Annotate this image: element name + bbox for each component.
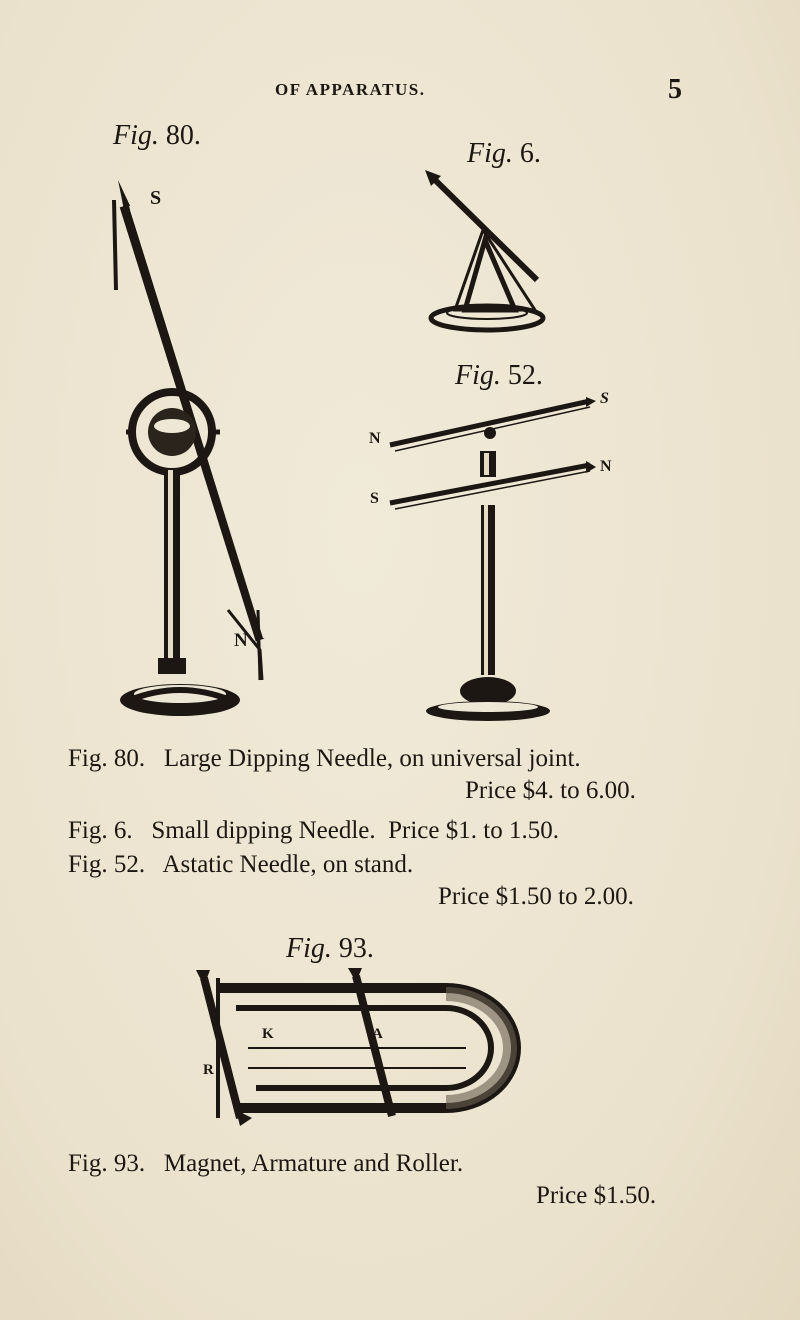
fig80-pole-n: N: [234, 630, 248, 651]
caption-fig80: [68, 745, 581, 773]
running-header: OF APPARATUS.: [275, 80, 426, 99]
fig93-label: [286, 933, 374, 965]
fig6-label: [467, 138, 541, 170]
fig80-pole-s: S: [150, 187, 162, 209]
caption-fig6-text: Small dipping Needle. Price $1. to 1.50.: [151, 817, 559, 844]
caption-fig52: [68, 851, 413, 879]
fig80-dipping-needle-illustration: [110, 170, 290, 730]
fig52-pole-s-lower: S: [370, 490, 379, 507]
caption-fig93-ref: Fig. 93.: [68, 1150, 146, 1177]
fig52-label: [455, 360, 543, 392]
fig93-letter-k: K: [262, 1026, 274, 1042]
fig93-letter-r: R: [203, 1062, 214, 1078]
fig93-magnet-illustration: [196, 968, 526, 1128]
fig93-label-text: Fig.: [286, 933, 332, 964]
fig52-pole-n-lower-right: N: [600, 458, 612, 475]
caption-fig52-ref: Fig. 52.: [68, 851, 146, 878]
page-number: 5: [668, 74, 682, 105]
caption-fig93-text: Magnet, Armature and Roller.: [163, 1150, 464, 1177]
fig52-label-text: Fig.: [455, 360, 501, 391]
caption-fig93: [68, 1150, 463, 1178]
fig52-label-number: 52.: [507, 360, 543, 391]
fig80-label-number: 80.: [165, 120, 201, 151]
fig52-pole-n-upper: N: [369, 430, 381, 447]
caption-fig80-text: Large Dipping Needle, on universal joint.: [163, 745, 581, 772]
caption-fig6-ref: Fig. 6.: [68, 817, 133, 844]
fig6-label-number: 6.: [519, 138, 541, 169]
caption-fig52-text: Astatic Needle, on stand.: [162, 851, 414, 878]
fig52-astatic-needle-illustration: [380, 395, 610, 720]
fig52-pole-s-upper-right: S: [600, 390, 609, 407]
fig80-label-text: Fig.: [113, 120, 159, 151]
fig6-label-text: Fig.: [467, 138, 513, 169]
fig93-letter-a: A: [372, 1026, 383, 1042]
caption-fig52-price: Price $1.50 to 2.00.: [438, 883, 634, 910]
caption-fig93-price: Price $1.50.: [536, 1182, 657, 1209]
fig93-label-number: 93.: [338, 933, 374, 964]
caption-fig80-ref: Fig. 80.: [68, 745, 146, 772]
fig6-small-needle-illustration: [425, 170, 555, 340]
fig80-label: [113, 120, 201, 152]
caption-fig6: [68, 817, 559, 845]
caption-fig80-price: Price $4. to 6.00.: [465, 777, 636, 804]
